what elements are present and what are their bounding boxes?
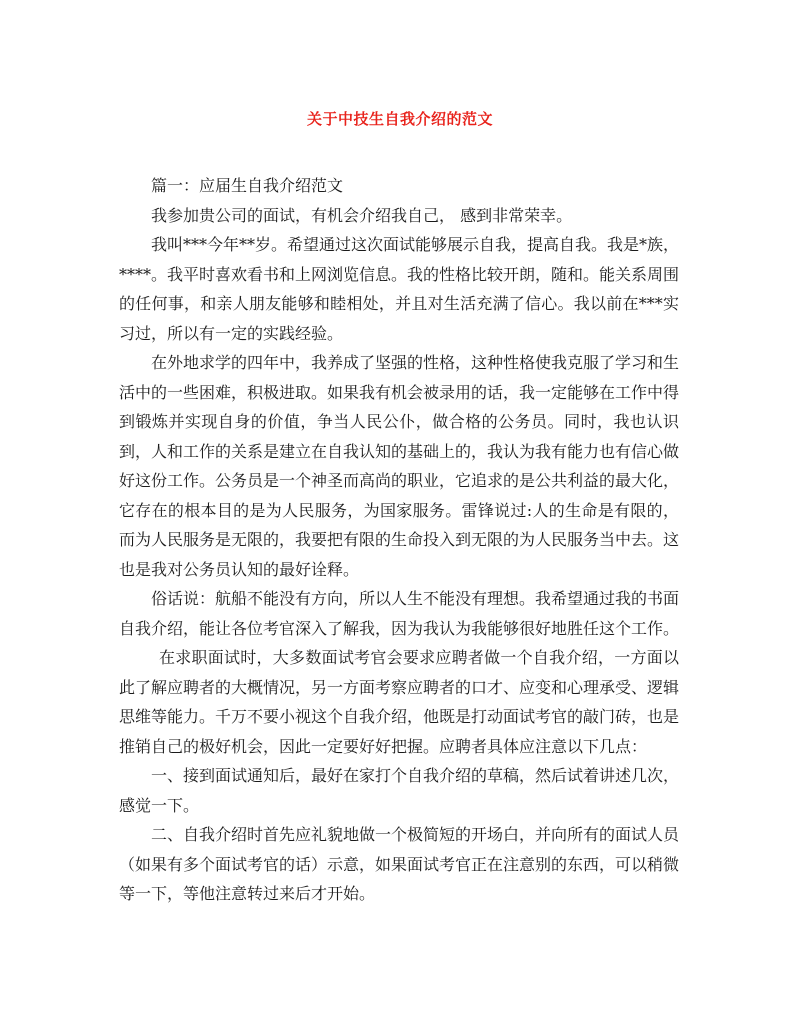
- paragraph-intro: 我参加贵公司的面试，有机会介绍我自己， 感到非常荣幸。: [151, 205, 573, 225]
- document-title: 关于中技生自我介绍的范文: [306, 110, 493, 128]
- paragraph-tip-one: 一、接到面试通知后，最好在家打个自我介绍的草稿，然后试着讲述几次，感觉一下。: [119, 766, 680, 815]
- paragraph-self-description: 我叫***今年**岁。希望通过这次面试能够展示自我，提高自我。我是*族，****。我平时喜欢看书和上网浏览信息。我的性格比较开朗，随和。能关系周围的任何事，和亲人朋友能够和睦相处，并且对生活充满了信心。我以前在***实习过，所以有一定的实践经验。: [119, 235, 680, 343]
- paragraph-ideal: 俗话说：航船不能没有方向，所以人生不能没有理想。我希望通过我的书面自我介绍，能让各位考官深入了解我，因为我认为我能够很好地胜任这个工作。: [119, 589, 680, 638]
- paragraph-tip-two: 二、自我介绍时首先应礼貌地做一个极简短的开场白，并向所有的面试人员（如果有多个面试考官的话）示意，如果面试考官正在注意别的东西，可以稍微等一下，等他注意转过来后才开始。: [119, 825, 680, 903]
- paragraph-interview-tips: 在求职面试时，大多数面试考官会要求应聘者做一个自我介绍，一方面以此了解应聘者的大概情况，另一方面考察应聘者的口才、应变和心理承受、逻辑思维等能力。千万不要小视这个自我介绍，他既是打动面试考官的敲门砖，也是推销自己的极好机会，因此一定要好好把握。应聘者具体应注意以下几点：: [119, 648, 680, 756]
- paragraph-study-experience: 在外地求学的四年中，我养成了坚强的性格，这种性格使我克服了学习和生活中的一些困难，积极进取。如果我有机会被录用的话，我一定能够在工作中得到锻炼并实现自身的价值，争当人民公仆，做合格的公务员。同时，我也认识到，人和工作的关系是建立在自我认知的基础上的，我认为我有能力也有信心做好这份工作。公务员是一个神圣而高尚的职业，它追求的是公共利益的最大化，它存在的根本目的是为人民服务，为国家服务。雷锋说过:人的生命是有限的，而为人民服务是无限的，我要把有限的生命投入到无限的为人民服务当中去。这也是我对公务员认知的最好诠释。: [119, 353, 680, 579]
- section-heading: 篇一：应届生自我介绍范文: [151, 176, 344, 195]
- document-body: [119, 171, 679, 909]
